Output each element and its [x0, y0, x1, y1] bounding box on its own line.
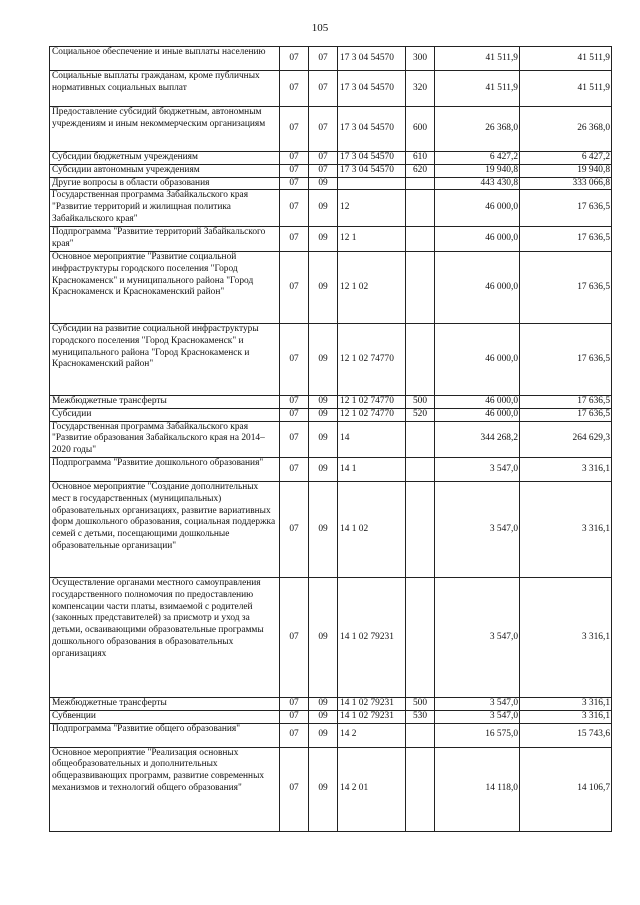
- row-amount-2: 17 636,5: [520, 190, 612, 227]
- row-subsection: 07: [309, 47, 338, 71]
- row-expense-type: [406, 227, 435, 252]
- row-amount-2: 17 636,5: [520, 251, 612, 323]
- row-subsection: 09: [309, 481, 338, 577]
- row-expense-type: 520: [406, 408, 435, 421]
- row-name: Государственная программа Забайкальского края "Развитие образования Забайкальского края на 2014–2020 годы": [50, 421, 280, 457]
- table-row: [50, 164, 612, 177]
- row-amount-1: 46 000,0: [435, 251, 520, 323]
- row-amount-1: 3 547,0: [435, 577, 520, 697]
- row-target-article: 12: [338, 190, 406, 227]
- row-amount-1: 41 511,9: [435, 71, 520, 107]
- row-subsection: 09: [309, 457, 338, 481]
- row-amount-1: 46 000,0: [435, 190, 520, 227]
- row-expense-type: [406, 747, 435, 831]
- row-target-article: 14 1 02 79231: [338, 577, 406, 697]
- table-row: [50, 47, 612, 71]
- row-amount-2: 3 316,1: [520, 577, 612, 697]
- row-section: 07: [280, 152, 309, 165]
- table-row: [50, 152, 612, 165]
- row-subsection: 07: [309, 71, 338, 107]
- row-target-article: 12 1: [338, 227, 406, 252]
- row-target-article: [338, 177, 406, 190]
- table-row: [50, 577, 612, 697]
- row-name: Субсидии бюджетным учреждениям: [50, 152, 280, 165]
- row-target-article: 12 1 02: [338, 251, 406, 323]
- row-target-article: 17 3 04 54570: [338, 47, 406, 71]
- row-name: Предоставление субсидий бюджетным, автономным учреждениям и иным некоммерческим организациям: [50, 107, 280, 152]
- table-row: [50, 747, 612, 831]
- row-section: 07: [280, 747, 309, 831]
- row-subsection: 09: [309, 395, 338, 408]
- row-subsection: 07: [309, 107, 338, 152]
- row-amount-1: 16 575,0: [435, 723, 520, 747]
- table-row: [50, 457, 612, 481]
- table-row: [50, 177, 612, 190]
- table-row: [50, 481, 612, 577]
- row-name: Социальное обеспечение и иные выплаты населению: [50, 47, 280, 71]
- row-expense-type: 500: [406, 697, 435, 710]
- row-amount-1: 443 430,8: [435, 177, 520, 190]
- row-amount-1: 3 547,0: [435, 457, 520, 481]
- row-name: Подпрограмма "Развитие дошкольного образования": [50, 457, 280, 481]
- row-amount-2: 6 427,2: [520, 152, 612, 165]
- row-expense-type: [406, 190, 435, 227]
- row-target-article: 14 1 02 79231: [338, 697, 406, 710]
- row-name: Субсидии автономным учреждениям: [50, 164, 280, 177]
- row-name: Межбюджетные трансферты: [50, 697, 280, 710]
- row-name: Субсидии: [50, 408, 280, 421]
- row-amount-2: 14 106,7: [520, 747, 612, 831]
- row-expense-type: 320: [406, 71, 435, 107]
- row-amount-2: 17 636,5: [520, 395, 612, 408]
- row-target-article: 14 2: [338, 723, 406, 747]
- row-amount-1: 41 511,9: [435, 47, 520, 71]
- budget-table: [49, 46, 612, 832]
- row-amount-2: 333 066,8: [520, 177, 612, 190]
- row-subsection: 09: [309, 323, 338, 395]
- row-target-article: 14 1: [338, 457, 406, 481]
- row-target-article: 17 3 04 54570: [338, 71, 406, 107]
- table-row: [50, 190, 612, 227]
- row-name: Основное мероприятие "Создание дополнительных мест в государственных (муниципальных) образовательных организациях, развитие вариативных форм дошкольного образования, социальная поддержка семей с детьми, посещающими дошкольные образовательные организации": [50, 481, 280, 577]
- row-section: 07: [280, 164, 309, 177]
- table-row: [50, 421, 612, 457]
- row-section: 07: [280, 47, 309, 71]
- row-expense-type: [406, 323, 435, 395]
- row-subsection: 09: [309, 747, 338, 831]
- row-subsection: 07: [309, 152, 338, 165]
- row-expense-type: 500: [406, 395, 435, 408]
- row-amount-1: 344 268,2: [435, 421, 520, 457]
- row-subsection: 09: [309, 190, 338, 227]
- row-section: 07: [280, 71, 309, 107]
- row-expense-type: 300: [406, 47, 435, 71]
- row-name: Осуществление органами местного самоуправления государственного полномочия по предоставлению компенсации части платы, взимаемой с родителей (законных представителей) за присмотр и уход за детьми, осваивающими образовательные программы дошкольного образования в образовательных организациях: [50, 577, 280, 697]
- table-row: [50, 251, 612, 323]
- row-amount-2: 19 940,8: [520, 164, 612, 177]
- row-amount-1: 19 940,8: [435, 164, 520, 177]
- row-amount-1: 3 547,0: [435, 697, 520, 710]
- row-section: 07: [280, 227, 309, 252]
- row-subsection: 09: [309, 421, 338, 457]
- row-subsection: 07: [309, 164, 338, 177]
- row-amount-1: 6 427,2: [435, 152, 520, 165]
- row-target-article: 14 2 01: [338, 747, 406, 831]
- row-section: 07: [280, 710, 309, 723]
- row-amount-1: 46 000,0: [435, 323, 520, 395]
- row-name: Подпрограмма "Развитие общего образования": [50, 723, 280, 747]
- row-subsection: 09: [309, 251, 338, 323]
- row-amount-1: 46 000,0: [435, 395, 520, 408]
- row-name: Государственная программа Забайкальского края "Развитие территорий и жилищная политика Забайкальского края": [50, 190, 280, 227]
- row-expense-type: [406, 177, 435, 190]
- row-section: 07: [280, 723, 309, 747]
- row-target-article: 12 1 02 74770: [338, 408, 406, 421]
- row-target-article: 14: [338, 421, 406, 457]
- row-target-article: 12 1 02 74770: [338, 323, 406, 395]
- row-amount-1: 3 547,0: [435, 481, 520, 577]
- row-expense-type: 600: [406, 107, 435, 152]
- row-expense-type: [406, 457, 435, 481]
- row-amount-2: 17 636,5: [520, 323, 612, 395]
- row-target-article: 17 3 04 54570: [338, 164, 406, 177]
- row-expense-type: [406, 481, 435, 577]
- row-name: Основное мероприятие "Реализация основных общеобразовательных и дополнительных общеразвивающих программ, развитие современных механизмов и технологий общего образования": [50, 747, 280, 831]
- row-amount-2: 3 316,1: [520, 697, 612, 710]
- row-section: 07: [280, 177, 309, 190]
- row-subsection: 09: [309, 697, 338, 710]
- table-row: [50, 227, 612, 252]
- row-amount-2: 41 511,9: [520, 71, 612, 107]
- row-subsection: 09: [309, 723, 338, 747]
- row-amount-2: 17 636,5: [520, 408, 612, 421]
- row-amount-1: 26 368,0: [435, 107, 520, 152]
- row-name: Другие вопросы в области образования: [50, 177, 280, 190]
- row-section: 07: [280, 697, 309, 710]
- row-section: 07: [280, 577, 309, 697]
- row-amount-2: 3 316,1: [520, 481, 612, 577]
- row-target-article: 14 1 02: [338, 481, 406, 577]
- row-expense-type: 610: [406, 152, 435, 165]
- row-expense-type: 620: [406, 164, 435, 177]
- row-expense-type: [406, 577, 435, 697]
- row-subsection: 09: [309, 577, 338, 697]
- row-amount-2: 41 511,9: [520, 47, 612, 71]
- table-row: [50, 395, 612, 408]
- row-section: 07: [280, 457, 309, 481]
- row-section: 07: [280, 395, 309, 408]
- row-name: Социальные выплаты гражданам, кроме публичных нормативных социальных выплат: [50, 71, 280, 107]
- row-section: 07: [280, 408, 309, 421]
- row-amount-2: 3 316,1: [520, 457, 612, 481]
- table-row: [50, 710, 612, 723]
- row-amount-2: 26 368,0: [520, 107, 612, 152]
- page-number: 105: [311, 22, 329, 34]
- row-target-article: 17 3 04 54570: [338, 107, 406, 152]
- row-subsection: 09: [309, 710, 338, 723]
- row-target-article: 17 3 04 54570: [338, 152, 406, 165]
- table-row: [50, 71, 612, 107]
- table-row: [50, 408, 612, 421]
- row-amount-2: 3 316,1: [520, 710, 612, 723]
- row-section: 07: [280, 251, 309, 323]
- row-name: Субвенции: [50, 710, 280, 723]
- row-section: 07: [280, 107, 309, 152]
- row-target-article: 14 1 02 79231: [338, 710, 406, 723]
- table-row: [50, 107, 612, 152]
- row-amount-2: 17 636,5: [520, 227, 612, 252]
- row-expense-type: [406, 723, 435, 747]
- table-row: [50, 697, 612, 710]
- row-amount-1: 46 000,0: [435, 408, 520, 421]
- row-expense-type: [406, 421, 435, 457]
- row-section: 07: [280, 421, 309, 457]
- row-section: 07: [280, 190, 309, 227]
- row-amount-2: 264 629,3: [520, 421, 612, 457]
- row-name: Межбюджетные трансферты: [50, 395, 280, 408]
- row-expense-type: 530: [406, 710, 435, 723]
- table-body: [50, 47, 612, 832]
- row-section: 07: [280, 323, 309, 395]
- row-section: 07: [280, 481, 309, 577]
- row-subsection: 09: [309, 227, 338, 252]
- row-name: Подпрограмма "Развитие территорий Забайкальского края": [50, 227, 280, 252]
- row-amount-1: 3 547,0: [435, 710, 520, 723]
- row-expense-type: [406, 251, 435, 323]
- row-name: Основное мероприятие "Развитие социальной инфраструктуры городского поселения "Город Краснокаменск" и муниципального района "Город Краснокаменск и Краснокаменский район": [50, 251, 280, 323]
- table-row: [50, 723, 612, 747]
- row-subsection: 09: [309, 177, 338, 190]
- row-amount-2: 15 743,6: [520, 723, 612, 747]
- row-name: Субсидии на развитие социальной инфраструктуры городского поселения "Город Краснокаменск" и муниципального района "Город Краснокаменск и Краснокаменский район": [50, 323, 280, 395]
- table-row: [50, 323, 612, 395]
- row-amount-1: 46 000,0: [435, 227, 520, 252]
- row-subsection: 09: [309, 408, 338, 421]
- row-target-article: 12 1 02 74770: [338, 395, 406, 408]
- row-amount-1: 14 118,0: [435, 747, 520, 831]
